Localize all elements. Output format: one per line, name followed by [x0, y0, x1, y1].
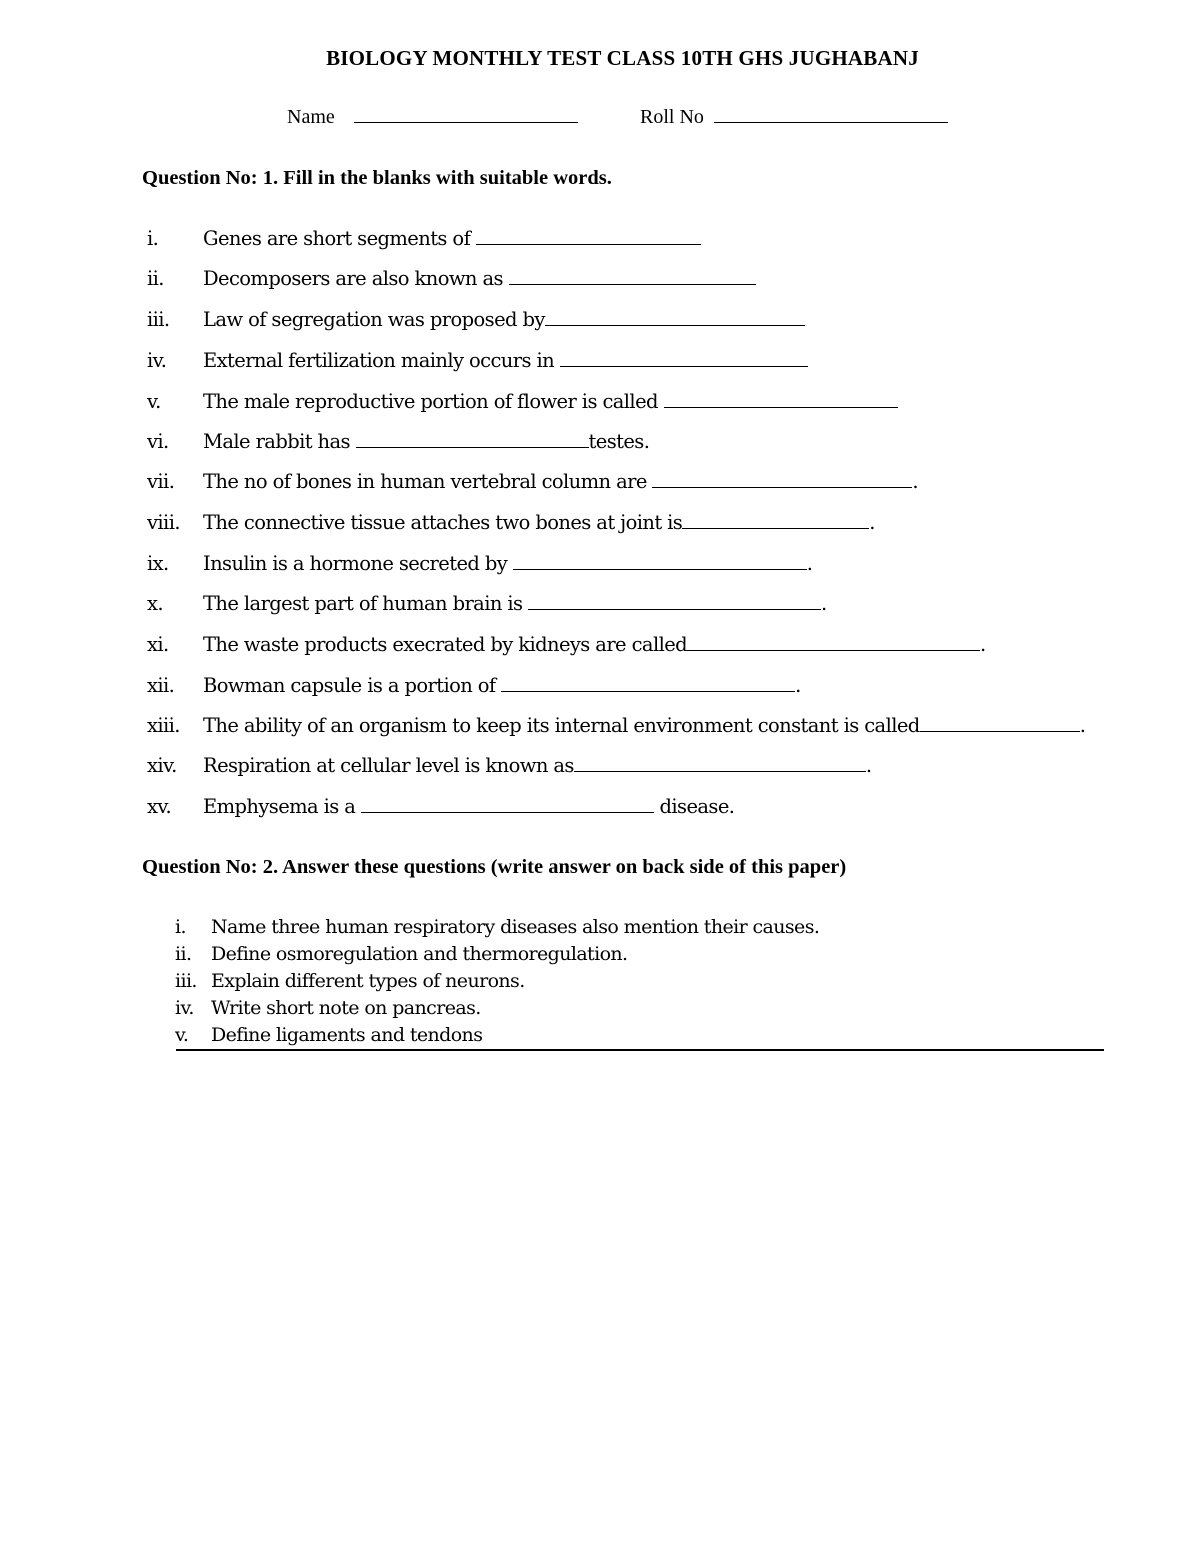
item-suffix: . — [912, 470, 918, 493]
item-number: ix. — [147, 552, 169, 575]
item-number: v. — [175, 1024, 189, 1046]
name-label: Name — [287, 106, 335, 128]
item-suffix: . — [865, 754, 872, 777]
answer-blank — [356, 431, 589, 448]
item-number: x. — [147, 592, 163, 615]
answer-blank — [687, 634, 980, 651]
item-number: v. — [147, 390, 161, 413]
item-text: Bowman capsule is a portion of — [203, 674, 502, 697]
item-number: xiv. — [147, 754, 177, 777]
answer-blank — [920, 715, 1080, 732]
item-text: The connective tissue attaches two bones at joint is — [203, 511, 683, 534]
item-text: The ability of an organism to keep its internal environment constant is called — [203, 714, 920, 737]
item-suffix: . — [806, 552, 813, 575]
item-suffix: testes. — [588, 430, 650, 453]
item-number: ii. — [147, 267, 164, 290]
answer-blank — [682, 512, 869, 529]
item-text: External fertilization mainly occurs in — [203, 349, 560, 372]
answer-blank — [664, 391, 898, 408]
item-text: Male rabbit has — [203, 430, 356, 453]
roll-blank — [714, 104, 948, 123]
roll-label: Roll No — [640, 106, 704, 128]
answer-blank — [476, 228, 701, 245]
item-text: Name three human respiratory diseases also mention their causes. — [211, 916, 820, 938]
item-number: iv. — [175, 997, 194, 1019]
answer-blank — [509, 268, 756, 285]
item-number: vi. — [147, 430, 169, 453]
item-text: Define osmoregulation and thermoregulation. — [211, 943, 628, 965]
item-text: The male reproductive portion of flower is called — [203, 390, 664, 413]
item-text: Explain different types of neurons. — [211, 970, 525, 992]
answer-blank — [652, 471, 912, 488]
question1-heading: Question No: 1. Fill in the blanks with suitable words. — [142, 167, 612, 189]
roll-field — [640, 104, 948, 129]
item-number: ii. — [175, 943, 192, 965]
item-text: Define ligaments and tendons — [211, 1024, 483, 1046]
item-text: The largest part of human brain is — [203, 592, 529, 615]
item-number: viii. — [147, 511, 180, 534]
item-number: iii. — [175, 970, 197, 992]
item-text: Insulin is a hormone secreted by — [203, 552, 513, 575]
item-suffix: . — [795, 674, 801, 697]
bottom-rule — [176, 1049, 1104, 1051]
item-suffix: . — [869, 511, 875, 534]
item-text: The no of bones in human vertebral column are — [203, 470, 653, 493]
item-suffix: . — [980, 633, 986, 656]
answer-blank — [560, 350, 808, 367]
item-text: Emphysema is a — [203, 795, 361, 818]
item-text: Respiration at cellular level is known as — [203, 754, 574, 777]
item-text: Law of segregation was proposed by — [203, 308, 545, 331]
item-number: iv. — [147, 349, 167, 372]
item-number: xv. — [147, 795, 172, 818]
item-suffix: disease. — [653, 795, 735, 818]
item-text: The waste products execrated by kidneys are called — [203, 633, 688, 656]
item-number: xii. — [147, 674, 175, 697]
answer-blank — [501, 675, 795, 692]
item-number: i. — [175, 916, 186, 938]
answer-blank — [545, 309, 805, 326]
item-text: Genes are short segments of — [203, 227, 476, 250]
name-field — [287, 104, 578, 129]
item-number: xiii. — [147, 714, 180, 737]
item-number: vii. — [147, 470, 175, 493]
question2-heading: Question No: 2. Answer these questions (write answer on back side of this paper) — [142, 856, 847, 878]
answer-blank — [513, 553, 807, 570]
page-title: BIOLOGY MONTHLY TEST CLASS 10TH GHS JUGHABANJ — [326, 46, 919, 70]
answer-blank — [361, 796, 654, 813]
item-suffix: . — [821, 592, 827, 615]
item-number: xi. — [147, 633, 169, 656]
name-blank — [354, 104, 578, 123]
item-suffix: . — [1079, 714, 1086, 737]
item-text: Decomposers are also known as — [203, 267, 509, 290]
answer-blank — [528, 593, 821, 610]
item-number: i. — [147, 227, 159, 250]
item-text: Write short note on pancreas. — [211, 997, 481, 1019]
item-number: iii. — [147, 308, 170, 331]
answer-blank — [574, 755, 866, 772]
